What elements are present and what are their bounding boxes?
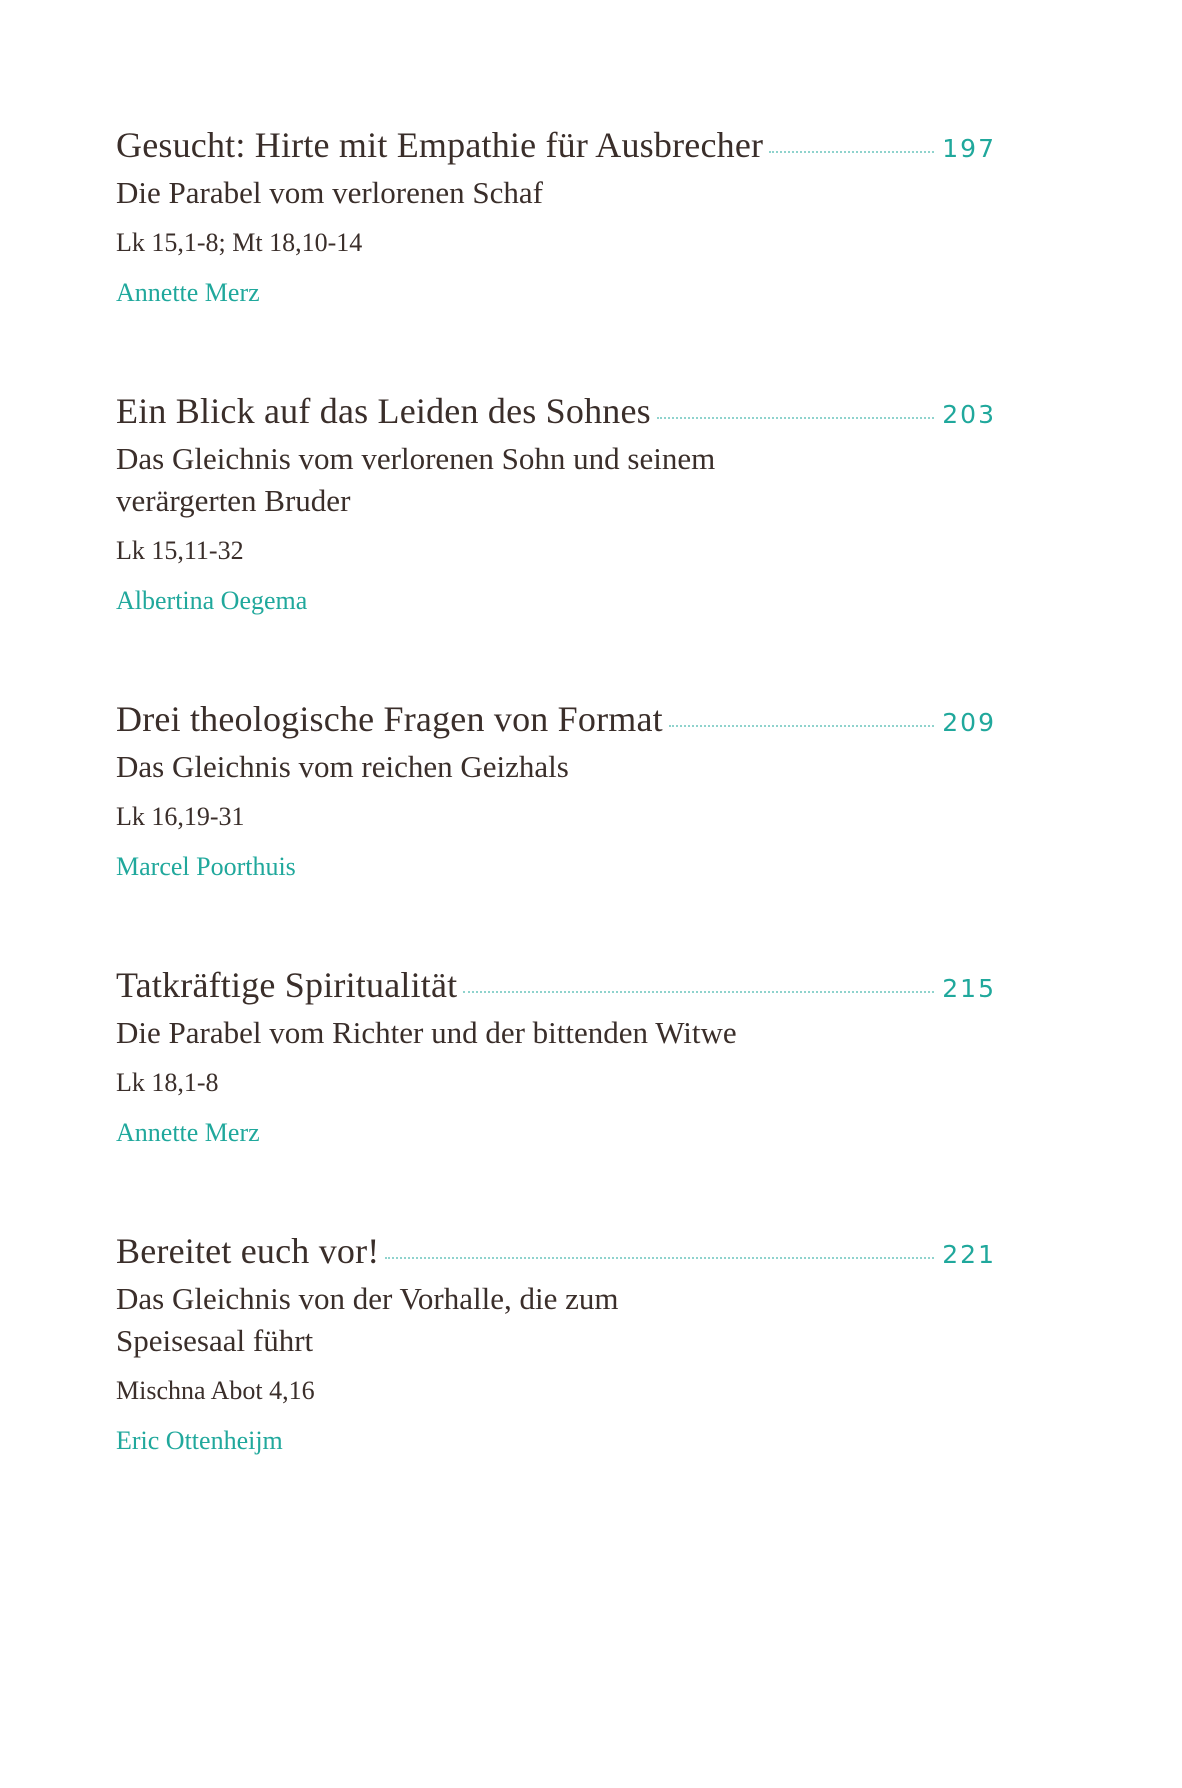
bible-reference: Lk 16,19-31 [116, 802, 245, 831]
page-number: 197 [942, 134, 996, 163]
entry-subtitle: Das Gleichnis vom reichen Geizhals [116, 749, 569, 784]
toc-entry [116, 964, 996, 1150]
entry-author: Eric Ottenheijm [116, 1426, 283, 1455]
entry-title: Bereitet euch vor! [116, 1231, 380, 1271]
toc-title-row[interactable] [116, 698, 996, 742]
entry-title: Tatkräftige Spiritualität [116, 965, 458, 1005]
bible-reference: Mischna Abot 4,16 [116, 1376, 315, 1405]
entry-title: Ein Blick auf das Leiden des Sohnes [116, 391, 651, 431]
bible-reference: Lk 15,11-32 [116, 536, 244, 565]
entry-subtitle: Das Gleichnis von der Vorhalle, die zum Speisesaal führt [116, 1281, 619, 1358]
entry-title: Gesucht: Hirte mit Empathie für Ausbrecher [116, 125, 764, 165]
page-number: 221 [942, 1240, 996, 1269]
entry-title: Drei theologische Fragen von Format [116, 699, 663, 739]
toc-title-row[interactable] [116, 1230, 996, 1274]
entry-subtitle: Die Parabel vom Richter und der bittenden Witwe [116, 1015, 737, 1050]
toc-entry [116, 124, 996, 310]
dot-leader [657, 417, 934, 419]
dot-leader [669, 725, 934, 727]
entry-subtitle: Das Gleichnis vom verlorenen Sohn und seinem verärgerten Bruder [116, 441, 716, 518]
entry-author: Annette Merz [116, 1118, 260, 1147]
toc-entry [116, 1230, 996, 1458]
bible-reference: Lk 15,1-8; Mt 18,10-14 [116, 228, 363, 257]
toc-title-row[interactable] [116, 964, 996, 1008]
entry-author: Annette Merz [116, 278, 260, 307]
page-number: 215 [942, 974, 996, 1003]
dot-leader [463, 991, 934, 993]
entry-author: Marcel Poorthuis [116, 852, 296, 881]
dot-leader [385, 1257, 934, 1259]
toc-entry [116, 390, 996, 618]
entry-author: Albertina Oegema [116, 586, 308, 615]
dot-leader [769, 151, 934, 153]
entry-subtitle: Die Parabel vom verlorenen Schaf [116, 175, 543, 210]
bible-reference: Lk 18,1-8 [116, 1068, 219, 1097]
toc-title-row[interactable] [116, 390, 996, 434]
page-number: 203 [942, 400, 996, 429]
toc-title-row[interactable] [116, 124, 996, 168]
toc-entry [116, 698, 996, 884]
page-number: 209 [942, 708, 996, 737]
